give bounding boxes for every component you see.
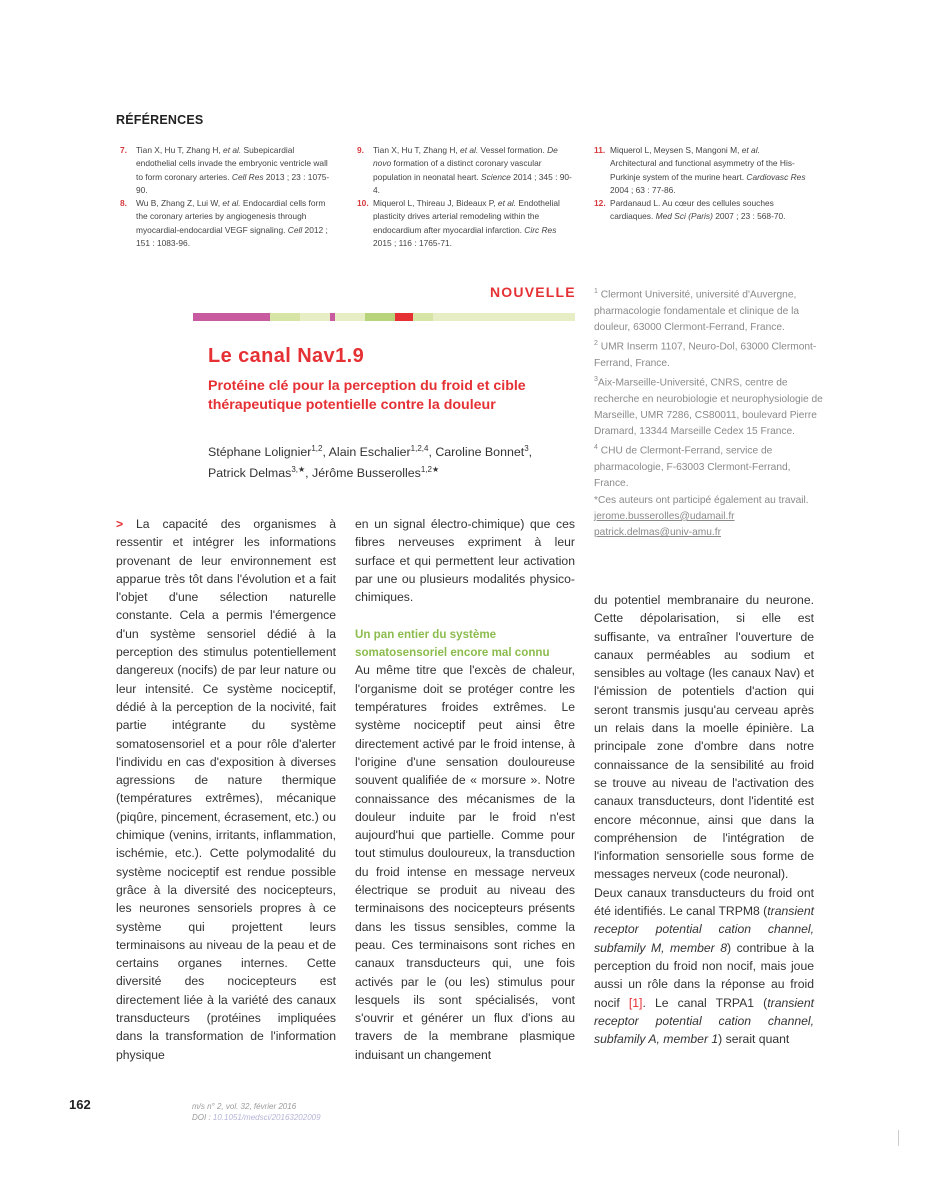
page-number: 162 [69, 1097, 91, 1112]
body-text: Deux canaux transducteurs du froid ont été identifiés. Le canal TRPM8 (transient receptor potential cation channel, subfamily M, member 8) contribue à la perception du froid non nocif, mais joue aussi un rôle dans la réponse au froid nocif [1]. Le canal TRPA1 (transient receptor potential cation channel, subfamily A, member 1) serait quant [594, 885, 814, 1047]
color-bar-segment [413, 313, 433, 321]
references-heading: RÉFÉRENCES [116, 113, 204, 127]
color-bar-segment [270, 313, 300, 321]
reference-item: 10. Miquerol L, Thireau J, Bideaux P, et al. Endothelial plasticity drives arterial remodeling within the endocardium after myocardial infarction. Circ Res 2015 ; 116 : 1765-71. [357, 198, 560, 249]
article-subtitle: Protéine clé pour la perception du froid et cible thérapeutique potentielle contre la douleur [208, 378, 526, 413]
body-text: La capacité des organismes à ressentir et intégrer les informations provenant de leur environnement est apparue très tôt dans l'évolution et a fait l'objet d'une sélection naturelle constante. Cela a permis l'émergence d'un système sensoriel dédié à la perception des stimulus potentiellement dangereux (nocifs) de par leur nature ou leur intensité. Ce système nociceptif, dédié à la perception de la nocivité, fait partie intégrante du système somatosensoriel et a pour rôle d'alerter l'individu en cas d'exposition à diverses agressions de nature thermique (températures extrêmes), mécanique (piqûre, pincement, écrasement, etc.) ou chimique (venins, irritants, inflammation, ischémie, etc.). Cette polymodalité du système nociceptif est rendue possible grâce à la diversité des nocicepteurs, les neurones sensoriels propres à ce système qui projettent leurs terminaisons au niveau de la peau et de certains organes internes. Cette diversité des nocicepteurs est directement liée à la variété des canaux transducteurs (protéines impliquées dans la transformation de l'information physique [116, 517, 337, 1062]
references-column-2 [357, 144, 577, 250]
citation-link[interactable]: [1] [628, 995, 643, 1010]
email-link-1[interactable]: jerome.busserolles@udamail.fr [594, 510, 735, 522]
journal-info [192, 1101, 321, 1123]
section-subheading: Un pan entier du système somatosensoriel encore mal connu [355, 628, 550, 659]
color-bar-segment [433, 313, 575, 321]
body-column-2 [355, 515, 575, 1064]
body-text: en un signal électro-chimique) que ces fibres nerveuses expriment à leur surface et qui permettent leur activation par une ou plusieurs modalités physico-chimiques. [355, 517, 575, 605]
author-list: Stéphane Lolignier$^{1,2}$, Alain Eschalier$^{1,2,4}$, Caroline Bonnet$^3$, Patrick Delmas$^{3,★}$, Jérôme Busserolles$^{1,2★}$ [208, 444, 533, 481]
author: Alain Eschalier [328, 445, 411, 460]
affiliation-4: $^4$ CHU de Clermont-Ferrand, service de pharmacologie, F-63003 Clermont-Ferrand, France. [594, 444, 791, 490]
journal-citation: m/s n° 2, vol. 32, février 2016 [192, 1102, 297, 1111]
email-link-2[interactable]: patrick.delmas@univ-amu.fr [594, 527, 721, 539]
author: Jérôme Busserolles [312, 466, 421, 481]
decorative-color-bar [193, 313, 575, 321]
color-bar-segment [335, 313, 365, 321]
author: Patrick Delmas [208, 466, 292, 481]
doi-link[interactable]: 10.1051/medsci/20163202009 [212, 1113, 321, 1122]
reference-item: 7. Tian X, Hu T, Zhang H, et al. Subepicardial endothelial cells invade the embryonic ventricle wall to form coronary arteries. Cell Res 2013 ; 23 : 1075-90. [120, 145, 330, 195]
color-bar-segment [193, 313, 268, 321]
section-label: NOUVELLE [490, 284, 576, 300]
color-bar-segment [300, 313, 330, 321]
body-column-1 [116, 515, 336, 1064]
author: Caroline Bonnet [435, 445, 525, 460]
reference-item: 12. Pardanaud L. Au cœur des cellules souches cardiaques. Med Sci (Paris) 2007 ; 23 : 568-70. [594, 198, 786, 222]
article-title: Le canal Nav1.9 [208, 345, 365, 367]
affiliations [594, 284, 824, 541]
equal-contribution-note: *Ces auteurs ont participé également au travail. [594, 494, 809, 506]
color-bar-segment [365, 313, 395, 321]
body-column-3 [594, 591, 814, 1048]
color-bar-segment [395, 313, 413, 321]
references-column-1 [120, 144, 334, 250]
reference-item: 9. Tian X, Hu T, Zhang H, et al. Vessel formation. De novo formation of a distinct coronary vascular population in neonatal heart. Science 2014 ; 345 : 90-4. [357, 145, 572, 195]
body-text: Au même titre que l'excès de chaleur, l'organisme doit se protéger contre les températures froides extrêmes. Le système nociceptif peut ainsi être directement activé par le froid intense, à l'origine d'une sensation douloureuse souvent qualifiée de « morsure ». Notre connaissance des mécanismes de la douleur induite par le froid n'est aujourd'hui que partielle. Comme pour tout stimulus douloureux, la transduction du froid intense en message nerveux électrique se produit au niveau des terminaisons des nocicepteurs présents dans les tissus sensibles, comme la peau. Ces terminaisons sont riches en canaux transducteurs qui, une fois activés par le (ou les) stimulus pour lesquels ils sont spécialisés, vont s'ouvrir et générer un flux d'ions au travers de la membrane plasmique induisant un changement [355, 663, 575, 1062]
reference-item: 11. Miquerol L, Meysen S, Mangoni M, et al. Architectural and functional asymmetry of the His-Purkinje system of the murine heart. Cardiovasc Res 2004 ; 63 : 77-86. [594, 145, 806, 195]
reference-item: 8. Wu B, Zhang Z, Lui W, et al. Endocardial cells form the coronary arteries by angiogenesis through myocardial-endocardial VEGF signaling. Cell 2012 ; 151 : 1083-96. [120, 198, 328, 249]
affiliation-1: $^1$ Clermont Université, université d'Auvergne, pharmacologie fondamentale et clinique de la douleur, 63000 Clermont-Ferrand, France. [594, 288, 800, 333]
affiliation-2: $^2$ UMR Inserm 1107, Neuro-Dol, 63000 Clermont-Ferrand, France. [594, 340, 817, 369]
page-edge-mark [898, 1130, 899, 1146]
body-text: du potentiel membranaire du neurone. Cette dépolarisation, si elle est suffisante, va entraîner l'ouverture de canaux perméables au sodium et sensibles au voltage (les canaux Nav) et l'émission de potentiels d'action qui seront transmis jusqu'au cerveau après un relais dans la moelle épinière. La principale zone d'ombre dans notre connaissance de la sensibilité au froid se trouve au niveau de l'activation des canaux transducteurs, dont l'identité est encore méconnue, ainsi que dans la compréhension de l'intégration de l'information sensorielle sous forme de messages nerveux (code neuronal). [594, 593, 814, 882]
lead-marker: > [116, 517, 124, 531]
affiliation-3: $^3$Aix-Marseille-Université, CNRS, centre de recherche en neurobiologie et neurophysiologie de Marseille, UMR 7286, CS80011, boulevard Pierre Dramard, 13344 Marseille Cedex 15 France. [594, 376, 823, 438]
author: Stéphane Lolignier [208, 445, 312, 460]
references-column-3 [594, 144, 806, 224]
doi-line: DOI : 10.1051/medsci/20163202009 [192, 1113, 321, 1122]
